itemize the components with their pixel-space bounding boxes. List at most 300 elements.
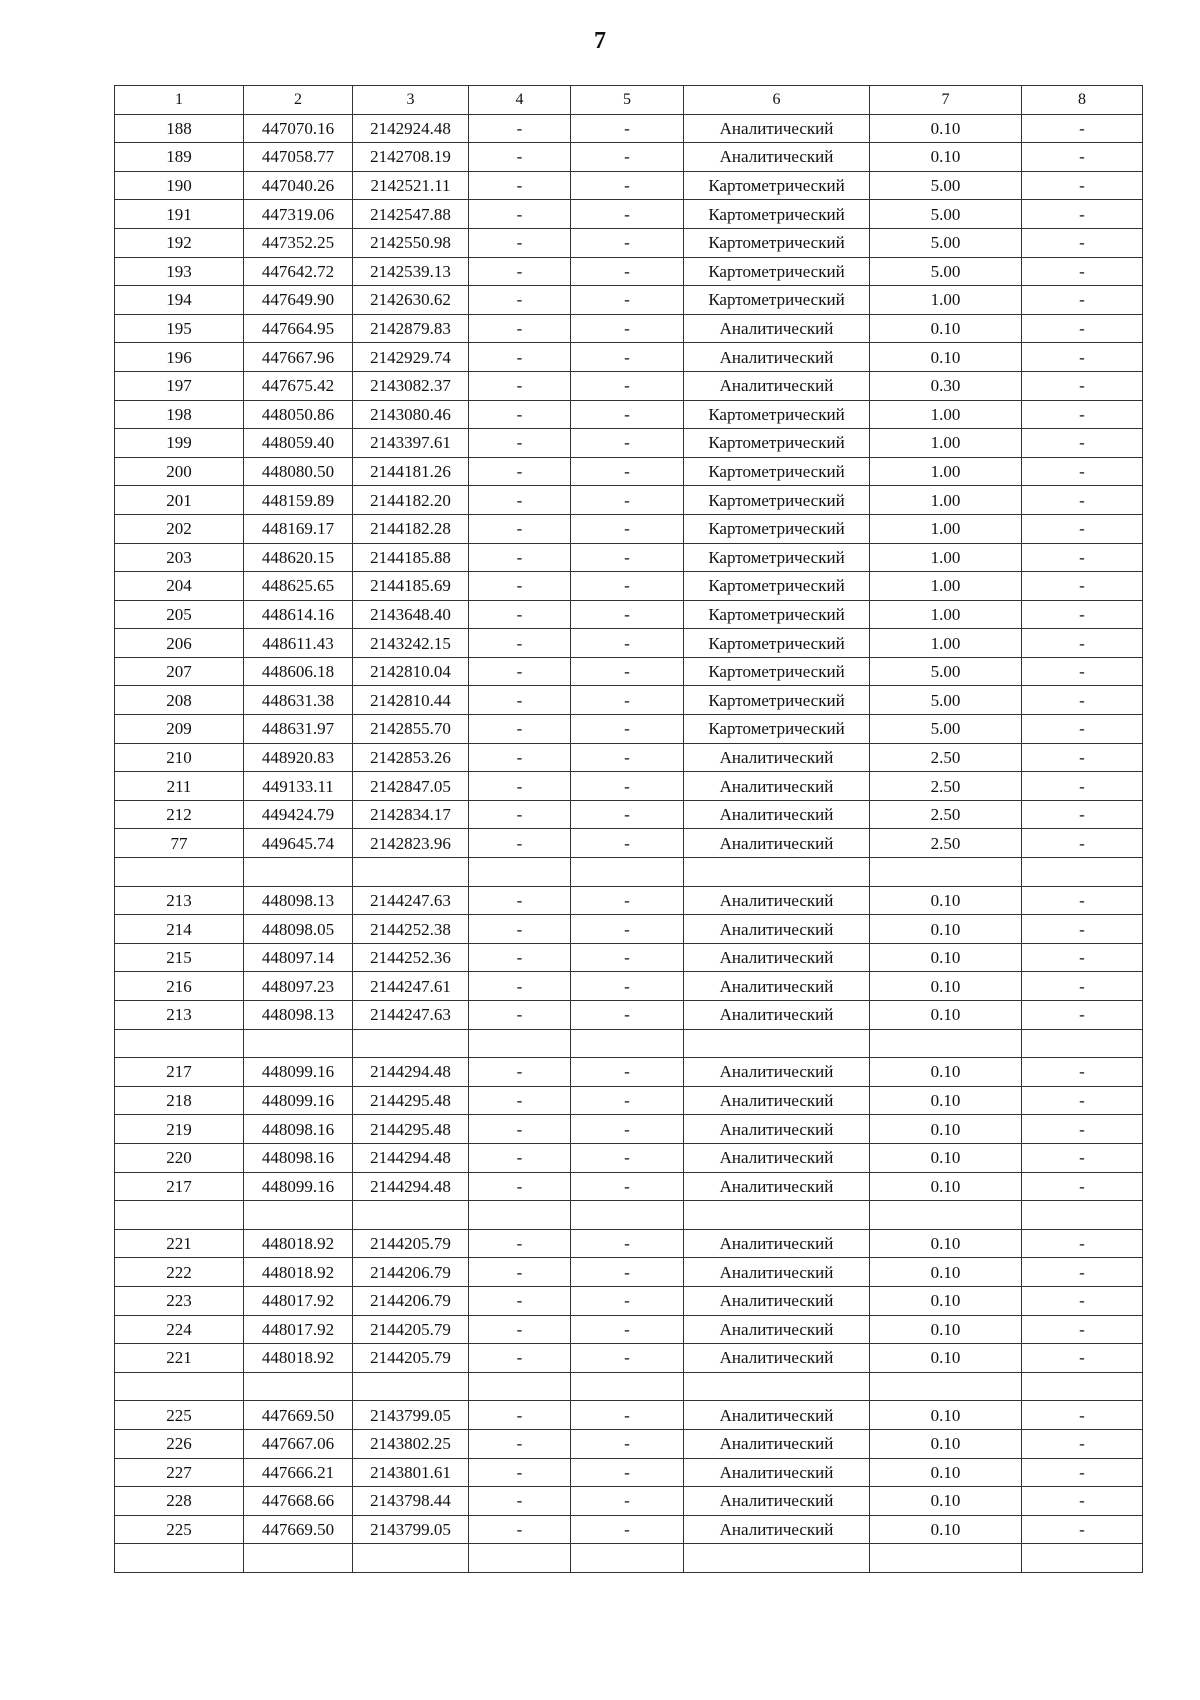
cell-accuracy: 0.10 <box>870 972 1022 1001</box>
cell-col-5: - <box>571 629 684 658</box>
cell-col-5: - <box>571 228 684 257</box>
cell-accuracy: 0.10 <box>870 1344 1022 1373</box>
cell-col-8: - <box>1022 371 1143 400</box>
table-row <box>115 343 1143 372</box>
cell-col-4: - <box>469 429 571 458</box>
cell-method: Картометрический <box>684 286 870 315</box>
cell-point-number: 213 <box>115 1001 244 1030</box>
cell-method: Картометрический <box>684 228 870 257</box>
cell-col-5: - <box>571 829 684 858</box>
cell-point-number: 203 <box>115 543 244 572</box>
cell-method: Аналитический <box>684 1344 870 1373</box>
cell-accuracy: 1.00 <box>870 286 1022 315</box>
cell-col-5 <box>571 1029 684 1058</box>
table-row <box>115 1001 1143 1030</box>
cell-col-8: - <box>1022 686 1143 715</box>
cell-coord-y: 2144205.79 <box>353 1229 469 1258</box>
cell-method: Аналитический <box>684 1258 870 1287</box>
cell-coord-x: 448099.16 <box>244 1058 353 1087</box>
cell-point-number <box>115 1544 244 1573</box>
table-row <box>115 429 1143 458</box>
cell-coord-x: 448097.14 <box>244 943 353 972</box>
cell-col-5: - <box>571 286 684 315</box>
cell-col-8: - <box>1022 1458 1143 1487</box>
cell-method: Аналитический <box>684 800 870 829</box>
cell-col-4: - <box>469 457 571 486</box>
cell-method: Картометрический <box>684 572 870 601</box>
cell-col-8: - <box>1022 772 1143 801</box>
cell-col-5 <box>571 858 684 887</box>
cell-accuracy: 0.10 <box>870 1058 1022 1087</box>
cell-accuracy <box>870 858 1022 887</box>
cell-col-4: - <box>469 829 571 858</box>
cell-col-8 <box>1022 1544 1143 1573</box>
cell-col-4: - <box>469 1515 571 1544</box>
cell-coord-y: 2144295.48 <box>353 1086 469 1115</box>
cell-accuracy: 0.10 <box>870 1315 1022 1344</box>
cell-point-number: 225 <box>115 1515 244 1544</box>
cell-col-4 <box>469 1372 571 1401</box>
cell-accuracy: 2.50 <box>870 829 1022 858</box>
table-row <box>115 1544 1143 1573</box>
cell-point-number: 196 <box>115 343 244 372</box>
cell-coord-x: 447649.90 <box>244 286 353 315</box>
cell-method: Аналитический <box>684 1115 870 1144</box>
cell-method: Картометрический <box>684 600 870 629</box>
cell-col-8: - <box>1022 1487 1143 1516</box>
cell-point-number: 225 <box>115 1401 244 1430</box>
cell-method: Аналитический <box>684 1429 870 1458</box>
cell-method: Картометрический <box>684 429 870 458</box>
cell-coord-x: 447319.06 <box>244 200 353 229</box>
cell-accuracy: 0.10 <box>870 1429 1022 1458</box>
cell-coord-x: 448059.40 <box>244 429 353 458</box>
cell-method: Аналитический <box>684 371 870 400</box>
cell-col-5: - <box>571 343 684 372</box>
cell-coord-y <box>353 1544 469 1573</box>
cell-coord-y: 2142929.74 <box>353 343 469 372</box>
cell-point-number: 217 <box>115 1058 244 1087</box>
cell-accuracy: 1.00 <box>870 429 1022 458</box>
cell-col-4: - <box>469 1115 571 1144</box>
header-cell-method: 6 <box>684 86 870 115</box>
cell-coord-x: 448099.16 <box>244 1172 353 1201</box>
cell-point-number: 193 <box>115 257 244 286</box>
header-cell-col-8: 8 <box>1022 86 1143 115</box>
cell-col-8: - <box>1022 629 1143 658</box>
cell-coord-x: 447642.72 <box>244 257 353 286</box>
cell-point-number: 194 <box>115 286 244 315</box>
cell-method: Аналитический <box>684 343 870 372</box>
cell-col-4: - <box>469 143 571 172</box>
cell-coord-x: 447667.06 <box>244 1429 353 1458</box>
cell-coord-y <box>353 1372 469 1401</box>
cell-point-number: 77 <box>115 829 244 858</box>
cell-col-4: - <box>469 1143 571 1172</box>
cell-coord-x: 448098.05 <box>244 915 353 944</box>
cell-point-number: 192 <box>115 228 244 257</box>
cell-method: Аналитический <box>684 772 870 801</box>
cell-method: Аналитический <box>684 915 870 944</box>
cell-col-4: - <box>469 1458 571 1487</box>
cell-col-4: - <box>469 686 571 715</box>
cell-coord-x: 447666.21 <box>244 1458 353 1487</box>
cell-accuracy: 1.00 <box>870 400 1022 429</box>
table-row <box>115 686 1143 715</box>
table-row <box>115 1487 1143 1516</box>
cell-coord-y: 2144205.79 <box>353 1344 469 1373</box>
cell-col-5: - <box>571 171 684 200</box>
table-row <box>115 200 1143 229</box>
cell-accuracy: 0.30 <box>870 371 1022 400</box>
cell-accuracy: 0.10 <box>870 1286 1022 1315</box>
table-row <box>115 1372 1143 1401</box>
table-row <box>115 1344 1143 1373</box>
header-cell-accuracy: 7 <box>870 86 1022 115</box>
cell-method <box>684 1544 870 1573</box>
cell-col-4: - <box>469 600 571 629</box>
cell-point-number: 199 <box>115 429 244 458</box>
cell-point-number: 189 <box>115 143 244 172</box>
cell-accuracy <box>870 1201 1022 1230</box>
cell-col-4: - <box>469 743 571 772</box>
table-row <box>115 1086 1143 1115</box>
table-row <box>115 1429 1143 1458</box>
cell-coord-y: 2143082.37 <box>353 371 469 400</box>
cell-col-4: - <box>469 1172 571 1201</box>
cell-method: Картометрический <box>684 657 870 686</box>
cell-col-5: - <box>571 514 684 543</box>
cell-accuracy: 0.10 <box>870 1258 1022 1287</box>
cell-coord-y: 2142855.70 <box>353 715 469 744</box>
cell-col-5: - <box>571 886 684 915</box>
cell-col-4: - <box>469 1286 571 1315</box>
cell-col-4: - <box>469 200 571 229</box>
cell-coord-y: 2143802.25 <box>353 1429 469 1458</box>
cell-coord-y: 2144252.38 <box>353 915 469 944</box>
cell-col-5: - <box>571 800 684 829</box>
cell-col-4: - <box>469 915 571 944</box>
cell-coord-x: 448620.15 <box>244 543 353 572</box>
table-row <box>115 286 1143 315</box>
cell-coord-x: 448920.83 <box>244 743 353 772</box>
cell-coord-y: 2144252.36 <box>353 943 469 972</box>
table-row <box>115 1315 1143 1344</box>
cell-col-5: - <box>571 429 684 458</box>
cell-coord-x: 448606.18 <box>244 657 353 686</box>
cell-col-8: - <box>1022 400 1143 429</box>
cell-coord-x <box>244 1201 353 1230</box>
cell-coord-y: 2142879.83 <box>353 314 469 343</box>
cell-method <box>684 1201 870 1230</box>
cell-coord-x: 448098.13 <box>244 1001 353 1030</box>
cell-coord-x: 448159.89 <box>244 486 353 515</box>
cell-col-5: - <box>571 1286 684 1315</box>
cell-coord-y: 2142547.88 <box>353 200 469 229</box>
cell-col-5: - <box>571 486 684 515</box>
cell-col-8: - <box>1022 1515 1143 1544</box>
cell-col-8: - <box>1022 200 1143 229</box>
cell-accuracy: 0.10 <box>870 1487 1022 1516</box>
cell-col-5: - <box>571 1115 684 1144</box>
cell-accuracy: 0.10 <box>870 915 1022 944</box>
cell-col-8 <box>1022 1372 1143 1401</box>
cell-col-5: - <box>571 1315 684 1344</box>
table-row <box>115 915 1143 944</box>
table-row <box>115 314 1143 343</box>
cell-accuracy: 0.10 <box>870 943 1022 972</box>
table-row <box>115 1115 1143 1144</box>
cell-col-5: - <box>571 1001 684 1030</box>
cell-coord-y: 2142521.11 <box>353 171 469 200</box>
cell-coord-x: 447070.16 <box>244 114 353 143</box>
cell-coord-x: 448018.92 <box>244 1344 353 1373</box>
cell-point-number: 226 <box>115 1429 244 1458</box>
cell-col-5: - <box>571 400 684 429</box>
cell-point-number: 211 <box>115 772 244 801</box>
cell-method: Аналитический <box>684 1315 870 1344</box>
cell-method: Аналитический <box>684 1286 870 1315</box>
cell-coord-x: 448098.13 <box>244 886 353 915</box>
cell-point-number: 224 <box>115 1315 244 1344</box>
cell-coord-y: 2143799.05 <box>353 1515 469 1544</box>
cell-col-8: - <box>1022 1001 1143 1030</box>
cell-method: Картометрический <box>684 457 870 486</box>
cell-col-4 <box>469 1201 571 1230</box>
cell-col-4: - <box>469 1258 571 1287</box>
cell-accuracy: 5.00 <box>870 686 1022 715</box>
cell-col-8: - <box>1022 743 1143 772</box>
cell-col-8: - <box>1022 943 1143 972</box>
cell-method: Картометрический <box>684 629 870 658</box>
header-row <box>115 86 1143 115</box>
cell-point-number: 190 <box>115 171 244 200</box>
cell-col-4: - <box>469 943 571 972</box>
cell-accuracy: 0.10 <box>870 1229 1022 1258</box>
cell-coord-x: 447058.77 <box>244 143 353 172</box>
table-row <box>115 1029 1143 1058</box>
cell-col-8: - <box>1022 829 1143 858</box>
cell-col-8: - <box>1022 514 1143 543</box>
cell-coord-y: 2144294.48 <box>353 1172 469 1201</box>
cell-col-4: - <box>469 657 571 686</box>
cell-accuracy: 0.10 <box>870 143 1022 172</box>
cell-col-8: - <box>1022 657 1143 686</box>
cell-method: Картометрический <box>684 257 870 286</box>
table-row <box>115 715 1143 744</box>
cell-point-number: 201 <box>115 486 244 515</box>
cell-method: Аналитический <box>684 314 870 343</box>
table-row <box>115 572 1143 601</box>
cell-method: Аналитический <box>684 1001 870 1030</box>
cell-coord-y: 2143798.44 <box>353 1487 469 1516</box>
cell-coord-x <box>244 1544 353 1573</box>
cell-col-5: - <box>571 457 684 486</box>
cell-method: Картометрический <box>684 715 870 744</box>
cell-col-4: - <box>469 572 571 601</box>
cell-method: Аналитический <box>684 886 870 915</box>
cell-col-8: - <box>1022 228 1143 257</box>
table-row <box>115 1201 1143 1230</box>
cell-method: Аналитический <box>684 114 870 143</box>
cell-point-number: 220 <box>115 1143 244 1172</box>
cell-col-8: - <box>1022 286 1143 315</box>
cell-col-8 <box>1022 858 1143 887</box>
cell-col-4: - <box>469 1401 571 1430</box>
table-row <box>115 457 1143 486</box>
cell-col-8: - <box>1022 600 1143 629</box>
cell-col-8: - <box>1022 800 1143 829</box>
cell-point-number: 206 <box>115 629 244 658</box>
cell-coord-y: 2142924.48 <box>353 114 469 143</box>
cell-coord-y: 2144205.79 <box>353 1315 469 1344</box>
cell-coord-y: 2144247.63 <box>353 1001 469 1030</box>
cell-col-5 <box>571 1201 684 1230</box>
cell-col-4: - <box>469 114 571 143</box>
cell-accuracy: 1.00 <box>870 600 1022 629</box>
cell-col-5: - <box>571 600 684 629</box>
table-row <box>115 600 1143 629</box>
cell-method: Аналитический <box>684 1229 870 1258</box>
cell-col-8: - <box>1022 1258 1143 1287</box>
cell-col-8: - <box>1022 457 1143 486</box>
cell-col-8: - <box>1022 1429 1143 1458</box>
cell-point-number: 205 <box>115 600 244 629</box>
cell-accuracy: 0.10 <box>870 1458 1022 1487</box>
cell-col-8: - <box>1022 1344 1143 1373</box>
cell-point-number <box>115 858 244 887</box>
cell-accuracy: 1.00 <box>870 543 1022 572</box>
cell-coord-x: 448099.16 <box>244 1086 353 1115</box>
cell-point-number: 188 <box>115 114 244 143</box>
cell-col-8: - <box>1022 1315 1143 1344</box>
cell-col-4: - <box>469 772 571 801</box>
cell-method: Картометрический <box>684 686 870 715</box>
table-row <box>115 1458 1143 1487</box>
cell-col-5: - <box>571 572 684 601</box>
cell-coord-y: 2142834.17 <box>353 800 469 829</box>
cell-coord-y: 2144182.28 <box>353 514 469 543</box>
cell-col-4: - <box>469 543 571 572</box>
cell-method: Аналитический <box>684 1172 870 1201</box>
table-row <box>115 486 1143 515</box>
cell-coord-x: 448018.92 <box>244 1229 353 1258</box>
cell-col-5: - <box>571 1058 684 1087</box>
cell-col-8: - <box>1022 886 1143 915</box>
table-row <box>115 400 1143 429</box>
cell-point-number: 214 <box>115 915 244 944</box>
cell-point-number: 195 <box>115 314 244 343</box>
table-row <box>115 657 1143 686</box>
table-row <box>115 1401 1143 1430</box>
cell-col-8: - <box>1022 486 1143 515</box>
cell-coord-x: 448625.65 <box>244 572 353 601</box>
cell-accuracy: 1.00 <box>870 457 1022 486</box>
table-row <box>115 1058 1143 1087</box>
cell-coord-x: 448611.43 <box>244 629 353 658</box>
cell-col-4: - <box>469 629 571 658</box>
cell-col-8: - <box>1022 343 1143 372</box>
cell-point-number: 222 <box>115 1258 244 1287</box>
cell-coord-x: 448631.38 <box>244 686 353 715</box>
table-row <box>115 1229 1143 1258</box>
cell-accuracy: 0.10 <box>870 1143 1022 1172</box>
cell-point-number: 227 <box>115 1458 244 1487</box>
cell-method: Аналитический <box>684 1058 870 1087</box>
cell-coord-y: 2143799.05 <box>353 1401 469 1430</box>
cell-coord-y: 2144247.63 <box>353 886 469 915</box>
cell-col-4: - <box>469 1058 571 1087</box>
cell-col-5: - <box>571 915 684 944</box>
cell-coord-y: 2143242.15 <box>353 629 469 658</box>
cell-coord-y: 2142630.62 <box>353 286 469 315</box>
cell-col-5: - <box>571 772 684 801</box>
table-row <box>115 629 1143 658</box>
cell-col-5: - <box>571 371 684 400</box>
cell-method: Картометрический <box>684 200 870 229</box>
cell-point-number: 198 <box>115 400 244 429</box>
cell-point-number <box>115 1372 244 1401</box>
cell-accuracy: 0.10 <box>870 1001 1022 1030</box>
cell-col-5: - <box>571 1258 684 1287</box>
cell-point-number: 210 <box>115 743 244 772</box>
cell-coord-y <box>353 858 469 887</box>
cell-accuracy: 1.00 <box>870 514 1022 543</box>
cell-accuracy: 0.10 <box>870 886 1022 915</box>
cell-coord-y: 2144185.88 <box>353 543 469 572</box>
table-body <box>115 86 1143 1573</box>
cell-col-5: - <box>571 1344 684 1373</box>
cell-col-8: - <box>1022 1143 1143 1172</box>
cell-col-4: - <box>469 1086 571 1115</box>
cell-accuracy: 5.00 <box>870 228 1022 257</box>
table-row <box>115 886 1143 915</box>
cell-col-5: - <box>571 257 684 286</box>
cell-col-5: - <box>571 1143 684 1172</box>
cell-col-5: - <box>571 1458 684 1487</box>
cell-col-4: - <box>469 715 571 744</box>
table-row <box>115 800 1143 829</box>
cell-col-8: - <box>1022 114 1143 143</box>
cell-col-4: - <box>469 514 571 543</box>
cell-col-4: - <box>469 400 571 429</box>
cell-accuracy: 5.00 <box>870 171 1022 200</box>
cell-coord-y: 2144182.20 <box>353 486 469 515</box>
cell-col-8 <box>1022 1029 1143 1058</box>
cell-point-number: 213 <box>115 886 244 915</box>
cell-method: Картометрический <box>684 486 870 515</box>
cell-coord-x <box>244 1029 353 1058</box>
cell-point-number: 197 <box>115 371 244 400</box>
table-row <box>115 114 1143 143</box>
cell-col-4: - <box>469 1429 571 1458</box>
coordinates-table <box>114 85 1143 1573</box>
table-row <box>115 171 1143 200</box>
cell-accuracy <box>870 1544 1022 1573</box>
cell-col-5: - <box>571 114 684 143</box>
cell-col-8: - <box>1022 715 1143 744</box>
cell-coord-y: 2144206.79 <box>353 1286 469 1315</box>
cell-col-8: - <box>1022 1086 1143 1115</box>
cell-col-4: - <box>469 800 571 829</box>
cell-col-4: - <box>469 972 571 1001</box>
cell-point-number: 223 <box>115 1286 244 1315</box>
cell-col-5: - <box>571 657 684 686</box>
cell-method: Аналитический <box>684 1401 870 1430</box>
cell-coord-y: 2142708.19 <box>353 143 469 172</box>
cell-coord-x: 447668.66 <box>244 1487 353 1516</box>
cell-coord-x: 448614.16 <box>244 600 353 629</box>
